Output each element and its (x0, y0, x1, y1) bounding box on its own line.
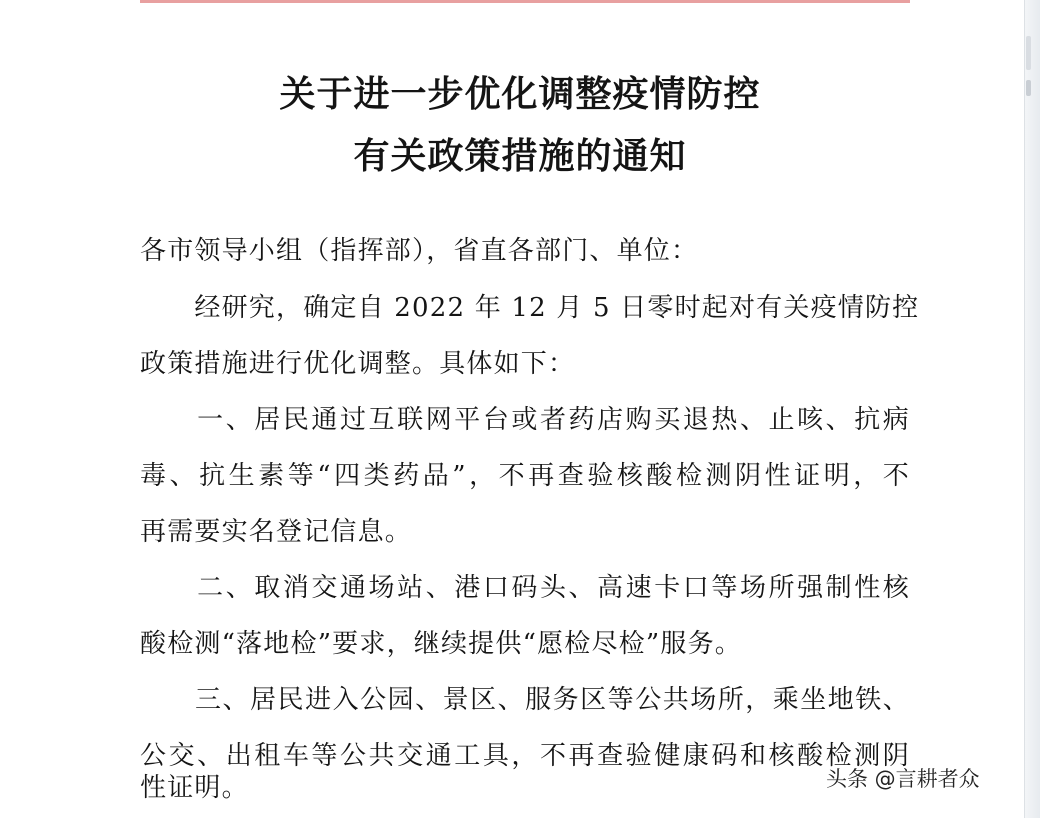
document-title-line-2: 有关政策措施的通知 (353, 136, 687, 177)
body-line: 毒、抗生素等“四类药品”，不再查验核酸检测阴性证明，不 (140, 461, 910, 491)
body-line: 政策措施进行优化调整。具体如下： (140, 349, 576, 379)
watermark: 头条 @言耕者众 (826, 767, 980, 791)
page-edge (1024, 0, 1040, 818)
body-line: 经研究，确定自 2022 年 12 月 5 日零时起对有关疫情防控 (140, 293, 920, 323)
red-header-rule (140, 0, 910, 3)
edge-tab-mark (1026, 36, 1031, 70)
body-line: 一、居民通过互联网平台或者药店购买退热、止咳、抗病 (140, 405, 910, 435)
document-title-line-1: 关于进一步优化调整疫情防控 (279, 74, 761, 115)
body-line: 再需要实名登记信息。 (140, 517, 413, 547)
body-line: 二、取消交通场站、港口码头、高速卡口等场所强制性核 (140, 573, 910, 603)
body-line: 三、居民进入公园、景区、服务区等公共场所，乘坐地铁、 (140, 685, 910, 715)
body-line: 公交、出租车等公共交通工具，不再查验健康码和核酸检测阴 (140, 741, 910, 771)
salutation: 各市领导小组（指挥部），省直各部门、单位： (140, 236, 699, 266)
body-line: 性证明。 (140, 773, 249, 803)
body-line: 酸检测“落地检”要求，继续提供“愿检尽检”服务。 (140, 629, 742, 659)
